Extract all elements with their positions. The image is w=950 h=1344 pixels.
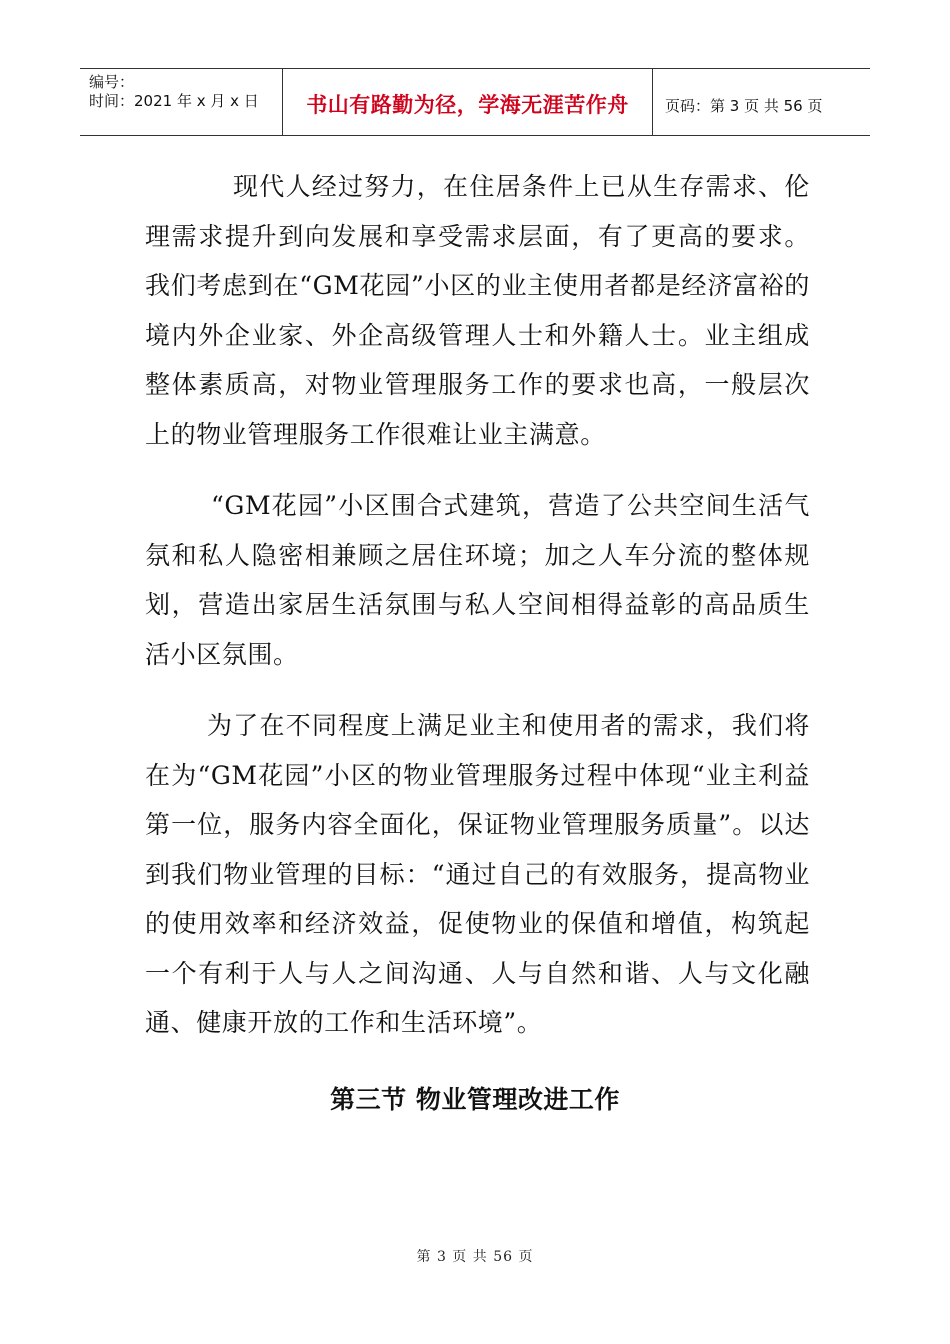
document-number-label: 编号： xyxy=(89,73,135,91)
header-page-cell xyxy=(653,72,870,138)
document-body xyxy=(145,162,810,1048)
document-header xyxy=(80,68,870,136)
header-motto: 书山有路勤为径，学海无涯苦作舟 xyxy=(306,93,629,117)
body-paragraph-2: “GM花园”小区围合式建筑，营造了公共空间生活气氛和私人隐密相兼顾之居住环境；加之人车分流的整体规划，营造出家居生活氛围与私人空间相得益彰的高品质生活小区氛围。 xyxy=(145,491,810,669)
document-date-label: 时间：2021 年 x 月 x 日 xyxy=(89,92,259,110)
section-heading: 第三节 物业管理改进工作 xyxy=(330,1085,620,1114)
body-paragraph-1: 现代人经过努力，在住居条件上已从生存需求、伦理需求提升到向发展和享受需求层面，有了更高的要求。我们考虑到在“GM花园”小区的业主使用者都是经济富裕的境内外企业家、外企高级管理人士和外籍人士。业主组成整体素质高，对物业管理服务工作的要求也高，一般层次上的物业管理服务工作很难让业主满意。 xyxy=(145,172,810,449)
page-footer: 第 3 页 共 56 页 xyxy=(416,1249,534,1265)
header-motto-cell xyxy=(283,69,653,135)
header-page-info: 页码：第 3 页 共 56 页 xyxy=(665,96,823,115)
header-meta-cell xyxy=(80,69,283,135)
body-paragraph-3: 为了在不同程度上满足业主和使用者的需求，我们将在为“GM花园”小区的物业管理服务过程中体现“业主利益第一位，服务内容全面化，保证物业管理服务质量”。以达到我们物业管理的目标：“通过自己的有效服务，提高物业的使用效率和经济效益，促使物业的保值和增值，构筑起一个有利于人与人之间沟通、人与自然和谐、人与文化融通、健康开放的工作和生活环境”。 xyxy=(145,711,810,1037)
